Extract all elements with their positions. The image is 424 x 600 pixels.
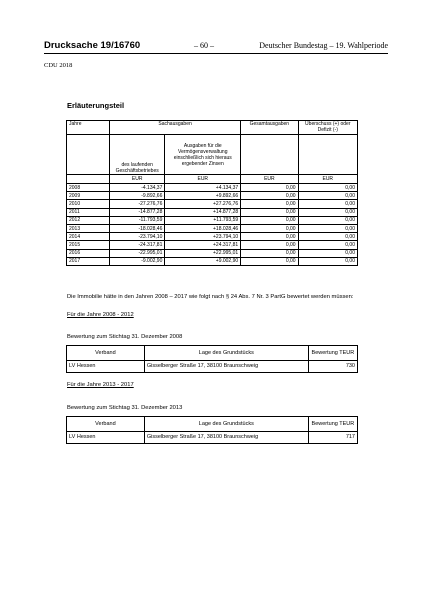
- table-row: 2017 -9.002,90 +9.002,90 0,00 0,00: [67, 257, 358, 265]
- expenses-table: [66, 120, 358, 266]
- table-row: 2015 -24.317,81 +24.317,81 0,00 0,00: [67, 241, 358, 249]
- period-heading-2008: Für die Jahre 2008 - 2012: [67, 312, 134, 318]
- period-heading-2013: Für die Jahre 2013 - 2017: [67, 382, 134, 388]
- header-location: Lage des Grundstücks: [144, 346, 308, 361]
- document-number: Drucksache 19/16760: [44, 40, 141, 51]
- table-row: LV Hessen Gisselberger Straße 17, 38100 Braunschweig 717: [67, 432, 358, 444]
- table-row: 2016 -22.995,01 +22.995,01 0,00 0,00: [67, 249, 358, 257]
- valuation-date-2013: Bewertung zum Stichtag 31. Dezember 2013: [67, 405, 183, 411]
- page-header: [44, 40, 388, 52]
- header-divider: [44, 53, 388, 54]
- header-asset: Ausgaben für die Vermögensverwaltung einschließlich sich hieraus ergebender Zinsen: [165, 135, 241, 175]
- table-row: LV Hessen Gisselberger Straße 17, 38100 Braunschweig 730: [67, 361, 358, 373]
- section-title: Erläuterungsteil: [67, 101, 125, 110]
- valuation-table-2013: [66, 416, 358, 444]
- header-surplus: Überschuss (+) oder Defizit (-): [298, 121, 357, 135]
- valuation-date-2008: Bewertung zum Stichtag 31. Dezember 2008: [67, 334, 183, 340]
- unit-label: EUR: [110, 175, 165, 184]
- table-row: 2013 -18.028,46 +18.028,46 0,00 0,00: [67, 224, 358, 232]
- table-row: 2014 -23.794,10 +23.794,10 0,00 0,00: [67, 233, 358, 241]
- header-association: Verband: [67, 346, 145, 361]
- table-row: 2012 -11.793,59 +11.793,59 0,00 0,00: [67, 216, 358, 224]
- header-association: Verband: [67, 417, 145, 432]
- party-label: CDU 2018: [44, 62, 73, 69]
- header-value: Bewertung TEUR: [308, 346, 357, 361]
- table-row: 2008 -4.134,37 +4.134,37 0,00 0,00: [67, 184, 358, 192]
- table-row: 2011 -14.877,28 +14.877,28 0,00 0,00: [67, 208, 358, 216]
- page-number: – 60 –: [194, 41, 214, 50]
- valuation-table-2008: [66, 345, 358, 373]
- table-row: 2009 -9.892,66 +9.892,66 0,00 0,00: [67, 192, 358, 200]
- header-value: Bewertung TEUR: [308, 417, 357, 432]
- header-current: des laufenden Geschäftsbetriebes: [110, 135, 165, 175]
- unit-label: EUR: [165, 175, 241, 184]
- header-year: Jahre: [67, 121, 110, 135]
- valuation-paragraph: Die Immobilie hätte in den Jahren 2008 – 2017 wie folgt nach § 24 Abs. 7 Nr. 3 PartG bewertet werden müssen:: [67, 294, 354, 300]
- table-row: 2010 -27.276,76 +27.276,76 0,00 0,00: [67, 200, 358, 208]
- header-location: Lage des Grundstücks: [144, 417, 308, 432]
- header-total: Gesamtausgaben: [241, 121, 298, 135]
- header-expenses: Sachausgaben: [110, 121, 241, 135]
- institution-label: Deutscher Bundestag – 19. Wahlperiode: [259, 41, 388, 50]
- unit-label: EUR: [241, 175, 298, 184]
- unit-label: EUR: [298, 175, 357, 184]
